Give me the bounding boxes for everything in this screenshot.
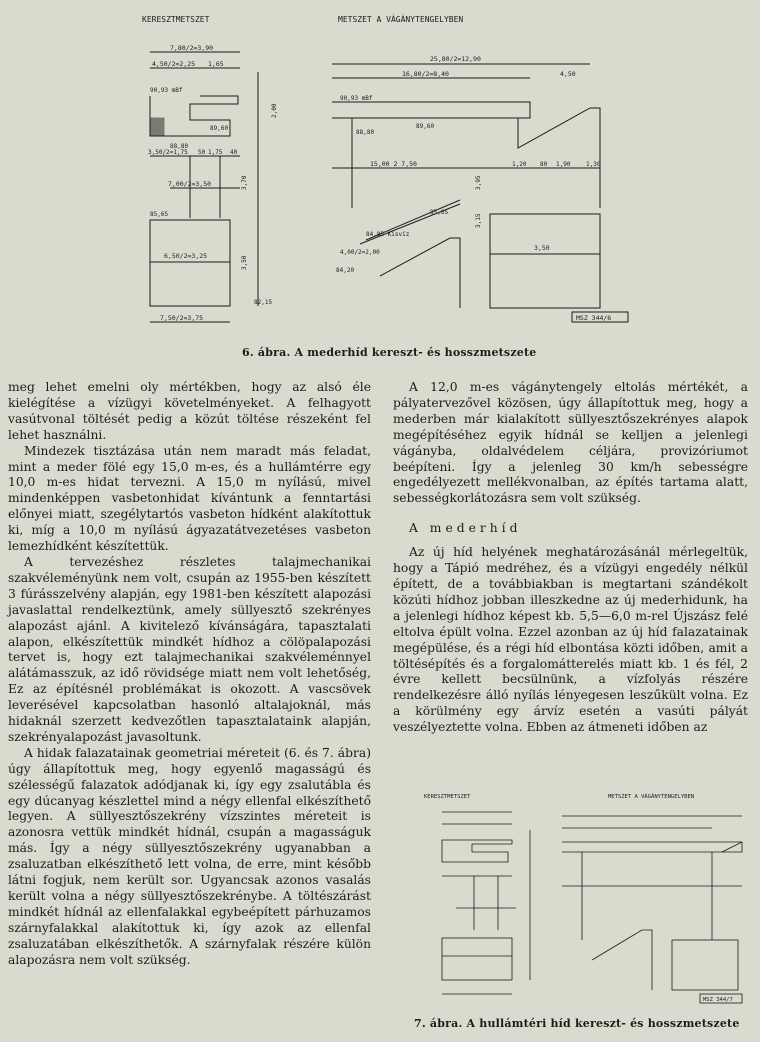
fig6-dim: 88,80 (170, 143, 189, 150)
fig6-dim: 3,50 (534, 244, 550, 252)
figure-6-drawing (130, 8, 650, 338)
fig6-dim: 3,95 (475, 175, 482, 190)
fig6-dim: 84,85 Kisvíz (366, 231, 410, 238)
fig7-label-long: METSZET A VÁGÁNYTENGELYBEN (608, 794, 695, 800)
section-heading: A mederhíd (409, 521, 522, 536)
figure-6-caption: 6. ábra. A mederhíd kereszt- és hosszmetszete (242, 346, 537, 359)
fig6-dim: 88,80 (356, 129, 375, 136)
fig6-dim: 4,50 (560, 70, 576, 78)
fig6-dim: 1,20 (512, 161, 527, 168)
fig6-dim: 84,20 (336, 267, 355, 274)
paragraph: Mindezek tisztázása után nem maradt más feladat, mint a meder fölé egy 15,0 m-es, és a hullámtérre egy 10,0 m-es hidat tervezni. A 15,0 m nyílású, mivel mindenképpen vasbetonhidat kívántunk a fenntartási előnyei miatt, szegélytartós vasbeton hídként alakítottuk ki, míg a 10,0 m nyílású ágyazatátvezetéses vasbeton lemezhídként készítettük. (8, 443, 371, 554)
paragraph: meg lehet emelni oly mértékben, hogy az alsó éle kielégítése a vízügyi követelményeket. A felhagyott vasútvonal töltését pedig a közút töltése részeként fel lehet használni. (8, 380, 371, 442)
fig6-dim: 15,00 2 7,50 (370, 160, 417, 168)
fig7-stamp: MSZ 344/7 (703, 997, 733, 1003)
fig6-dim: 40 (230, 149, 238, 156)
fig6-dim: 25,80/2=12,90 (430, 55, 481, 63)
fig6-dim: 85,65 (430, 209, 449, 216)
fig6-dim: 7,50/2=3,75 (160, 314, 204, 322)
fig6-label-long: METSZET A VÁGÁNYTENGELYBEN (338, 15, 464, 24)
fig6-dim: 90,93 mBf (340, 95, 373, 102)
figure-7-drawing (412, 790, 748, 1012)
fig6-dim: 1,30 (586, 161, 601, 168)
fig6-long-section (332, 55, 628, 322)
fig6-dim: 50 (198, 149, 206, 156)
fig7-cross-section (442, 812, 530, 994)
fig6-dim: 7,80/2=3,90 (170, 44, 214, 52)
fig6-dim: 4,00/2=2,00 (340, 249, 380, 256)
fig6-dim: 1,90 (556, 161, 571, 168)
fig6-dim: 85,65 (150, 211, 169, 218)
figure-7-caption: 7. ábra. A hullámtéri híd kereszt- és hosszmetszete (414, 1017, 740, 1030)
fig6-dim: 6,50/2=3,25 (164, 252, 208, 260)
fig7-long-section (562, 816, 742, 1003)
fig6-dim: 4,50/2=2,25 (152, 60, 196, 68)
right-column (393, 380, 748, 736)
fig6-dim: 3,70 (241, 175, 248, 190)
left-column (8, 380, 371, 969)
fig6-label-cross: KERESZTMETSZET (142, 15, 210, 24)
fig6-dim: 89,60 (416, 123, 435, 130)
fig6-dim: 3,15 (475, 213, 482, 228)
fig6-dim: 7,00/2=3,50 (168, 180, 212, 188)
paragraph: Az új híd helyének meghatározásánál mérlegeltük, hogy a Tápió medréhez, és a vízügyi engedély nélkül épített, de a továbbiakban is megtartani szándékolt közúti hídhoz jobban illeszkedne az új mederhidunk, ha a jelenlegi hídhoz képest kb. 5,5—6,0 m-rel Újszász felé eltolva épült volna. Ezzel azonban az új híd falazatainak megépülése, és a régi híd elbontása közti időben, amit a töltésépítés és a forgalomátterelés miatt kb. 1 és fél, 2 évre kellett becsülnünk, a vízfolyás részére rendelkezésre álló nyílás lényegesen leszűkült volna. Ez a körülmény egy árvíz esetén a vasúti pályát veszélyeztette volna. Ebben az átmeneti időben az (393, 545, 748, 735)
paragraph: A hidak falazatainak geometriai méreteit (6. és 7. ábra) úgy állapítottuk meg, hogy egyenlő magasságú és szélességű falazatok adódjanak ki, így egy zsalutábla és egy dúcanyag készlettel mind a négy ellenfal elkészíthető legyen. A süllyesztőszekrény vízszintes méreteit is azonosra vettük mindkét hídnál, csupán a magasságuk más. Így a négy süllyesztőszekrény ugyanabban a zsaluzatban elkészíthető lett volna, de erre, mint később látni fogjuk, nem került sor. Ugyancsak azonos vasalás került volna a négy süllyesztőszekrénybe. A töltészárást mindkét hídnál az ellenfalakkal egybeépített párhuzamos szárnyfalakkal alakítottuk ki, így azok az ellenfal zsaluzatában elkészíthetők. A szárnyfalak részére külön alapozásra nem volt szükség. (8, 745, 371, 967)
fig6-dim: 80 (540, 161, 548, 168)
fig6-cross-section (148, 44, 278, 322)
fig7-label-cross: KERESZTMETSZET (424, 794, 471, 800)
paragraph: A 12,0 m-es vágánytengely eltolás mértékét, a pályatervezővel közösen, úgy állapítottuk meg, hogy a mederben már kialakított süllyesztőszekrényes alapok megépítéséhez egyik hídnál se kelljen a jelenlegi vágányba, oldalvédelem céljára, provizóriumot beépíteni. Így a jelenleg 30 km/h sebességre engedélyezett mellékvonalban, az építés tartama alatt, sebességkorlátozásra sem volt szükség. (393, 380, 748, 506)
fig6-dim: 16,80/2=8,40 (402, 70, 449, 78)
paragraph: A tervezéshez részletes talajmechanikai szakvéleményünk nem volt, csupán az 1955-ben készített 3 fúrásszelvény alapján, egy 1981-ben készített alapozási javaslattal rendelkeztünk, amely süllyesztő szekrényes alapozást ajánl. A kivitelező kívánságára, tapasztalati alapon, elkészítettük mindkét hídhoz a cölöpalapozási tervet is, hogy ezt talajmechanikai szakvéleménnyel alátámasszuk, az idő rövidsége miatt nem volt lehetőség, Ez az építésnél problémákat is okozott. A vascsövek leverésével kapcsolatban hasonló altalajoknál, más hidaknál szerzett kedvezőtlen tapasztalataink alapján, szekrényalapozást javasoltunk. (8, 554, 371, 744)
fig6-dim: 3,50 (241, 255, 248, 270)
fig6-dim: 1,75 (208, 149, 223, 156)
fig6-dim: 1,65 (208, 60, 224, 68)
fig6-dim: 2,00 (271, 103, 278, 118)
fig6-dim: 90,93 mBf (150, 87, 183, 94)
fig6-dim: 3,50/2=1,75 (148, 149, 188, 156)
fig6-dim: 89,60 (210, 125, 229, 132)
fig6-dim: 82,15 (254, 299, 273, 306)
fig6-stamp: MSZ 344/6 (576, 314, 612, 322)
